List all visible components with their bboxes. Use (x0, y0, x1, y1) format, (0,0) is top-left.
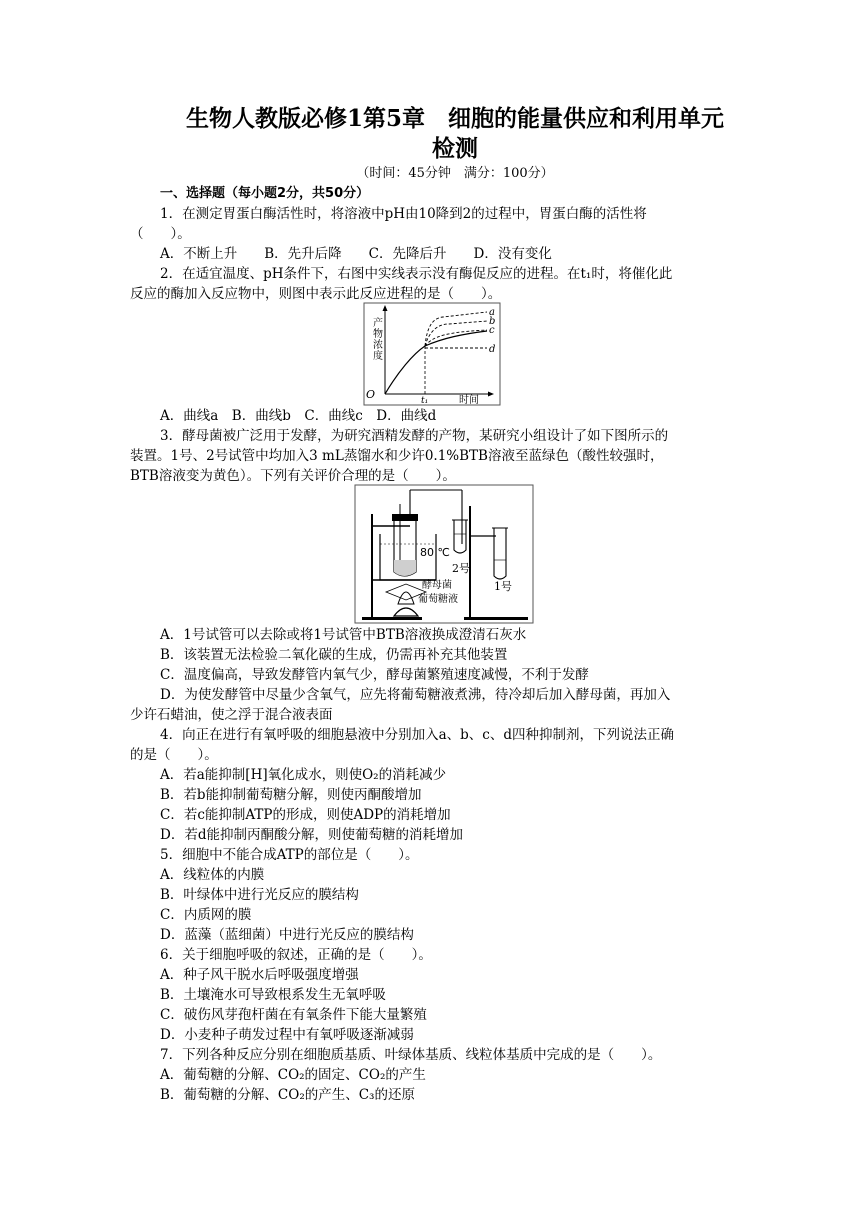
q4-stem: 4．向正在进行有氧呼吸的细胞悬液中分别加入a、b、c、d四种抑制剂，下列说法正确 (160, 727, 674, 743)
temperature-label: 80 ℃ (420, 546, 450, 559)
q4-option-a: A．若a能抑制[H]氧化成水，则使O₂的消耗减少 (160, 767, 447, 783)
y-axis-label (373, 316, 383, 362)
y-axis-label-char: 度 (373, 351, 383, 362)
q4-option-d: D．若d能抑制丙酮酸分解，则使葡萄糖的消耗增加 (160, 827, 463, 843)
t1-label: t₁ (421, 396, 429, 406)
q3-option-d-continued: 少许石蜡油，使之浮于混合液表面 (130, 707, 333, 723)
exam-meta: （时间：45分钟 满分：100分） (356, 166, 554, 181)
q4-option-b: B．若b能抑制葡萄糖分解，则使丙酮酸增加 (160, 787, 422, 803)
document-title-continued: 检测 (432, 135, 478, 162)
reaction-progress-figure (363, 302, 501, 406)
curve-c-label: c (489, 325, 495, 336)
q5-option-c: C．内质网的膜 (160, 907, 252, 923)
q5-option-a: A．线粒体的内膜 (160, 867, 265, 883)
right-stand-base (464, 617, 528, 620)
origin-label: O (366, 388, 376, 401)
glucose-label: 葡萄糖液 (418, 594, 458, 605)
q4-stem-continued: 的是（ ）。 (130, 747, 218, 763)
yeast-label: 酵母菌 (422, 580, 452, 591)
q5-stem: 5．细胞中不能合成ATP的部位是（ ）。 (160, 847, 419, 863)
tube-2-label: 2号 (452, 562, 470, 575)
q6-stem: 6．关于细胞呼吸的叙述，正确的是（ ）。 (160, 947, 432, 963)
alcohol-lamp (394, 608, 418, 616)
y-axis-label-char: 浓 (373, 340, 383, 351)
q2-stem-continued: 反应的酶加入反应物中，则图中表示此反应进程的是（ ）。 (130, 286, 502, 302)
q1-stem-continued: （ ）。 (130, 226, 191, 242)
q7-option-b: B．葡萄糖的分解、CO₂的产生、C₃的还原 (160, 1087, 415, 1103)
x-axis-arrow (488, 392, 494, 397)
y-axis-label-char: 产 (373, 318, 383, 329)
q2-options: A．曲线a B．曲线b C．曲线c D．曲线d (160, 408, 437, 424)
q1-stem: 1．在测定胃蛋白酶活性时，将溶液中pH由10降到2的过程中，胃蛋白酶的活性将 (160, 206, 647, 222)
q3-stem-continued: 装置。1号、2号试管中均加入3 mL蒸馏水和少许0.1%BTB溶液至蓝绿色（酸性较强时， (130, 448, 664, 464)
q3-option-b: B．该装置无法检验二氧化碳的生成，仍需再补充其他装置 (160, 647, 508, 663)
q4-option-c: C．若c能抑制ATP的形成，则使ADP的消耗增加 (160, 807, 451, 823)
tube-1-label: 1号 (494, 580, 512, 593)
curve-b-label: b (489, 316, 496, 327)
curve-d-label: d (489, 344, 496, 355)
q3-option-d: D．为使发酵管中尽量少含氧气，应先将葡萄糖液煮沸，待冷却后加入酵母菌，再加入 (160, 687, 671, 703)
q3-stem-continued-2: BTB溶液变为黄色）。下列有关评价合理的是（ ）。 (130, 468, 456, 484)
curve-a (425, 312, 487, 346)
q6-option-b: B．土壤淹水可导致根系发生无氧呼吸 (160, 987, 386, 1003)
q5-option-b: B．叶绿体中进行光反应的膜结构 (160, 887, 359, 903)
fermentation-apparatus-figure (354, 484, 534, 624)
q2-stem: 2．在适宜温度、pH条件下，右图中实线表示没有酶促反应的进程。在t₁时，将催化此 (160, 266, 673, 282)
stopper (392, 514, 418, 521)
curve-a-label: a (489, 307, 495, 318)
figure-frame (364, 303, 500, 405)
section-heading: 一、选择题（每小题2分，共50分） (160, 186, 370, 201)
left-stand-base (362, 617, 422, 620)
q5-option-d: D．蓝藻（蓝细菌）中进行光反应的膜结构 (160, 927, 414, 943)
q6-option-a: A．种子风干脱水后呼吸强度增强 (160, 967, 359, 983)
y-axis-arrow (383, 305, 388, 311)
q7-stem: 7．下列各种反应分别在细胞质基质、叶绿体基质、线粒体基质中完成的是（ ）。 (160, 1047, 662, 1063)
x-axis-label: 时间 (459, 395, 479, 406)
y-axis-label-char: 物 (373, 329, 383, 340)
curve-solid-baseline (385, 331, 487, 394)
q3-stem: 3．酵母菌被广泛用于发酵，为研究酒精发酵的产物，某研究小组设计了如下图所示的 (160, 428, 669, 444)
yeast-solution (394, 560, 416, 576)
tube-2 (454, 520, 466, 553)
q3-option-a: A．1号试管可以去除或将1号试管中BTB溶液换成澄清石灰水 (160, 627, 527, 643)
q1-options: A．不断上升 B．先升后降 C．先降后升 D．没有变化 (160, 246, 552, 262)
q6-option-d: D．小麦种子萌发过程中有氧呼吸逐渐减弱 (160, 1027, 414, 1043)
q7-option-a: A．葡萄糖的分解、CO₂的固定、CO₂的产生 (160, 1067, 426, 1083)
document-title: 生物人教版必修1第5章 细胞的能量供应和利用单元 (185, 105, 724, 132)
q3-option-c: C．温度偏高，导致发酵管内氧气少，酵母菌繁殖速度减慢，不利于发酵 (160, 667, 589, 683)
alcohol-lamp-flame (398, 592, 414, 604)
q6-option-c: C．破伤风芽孢杆菌在有氧条件下能大量繁殖 (160, 1007, 427, 1023)
